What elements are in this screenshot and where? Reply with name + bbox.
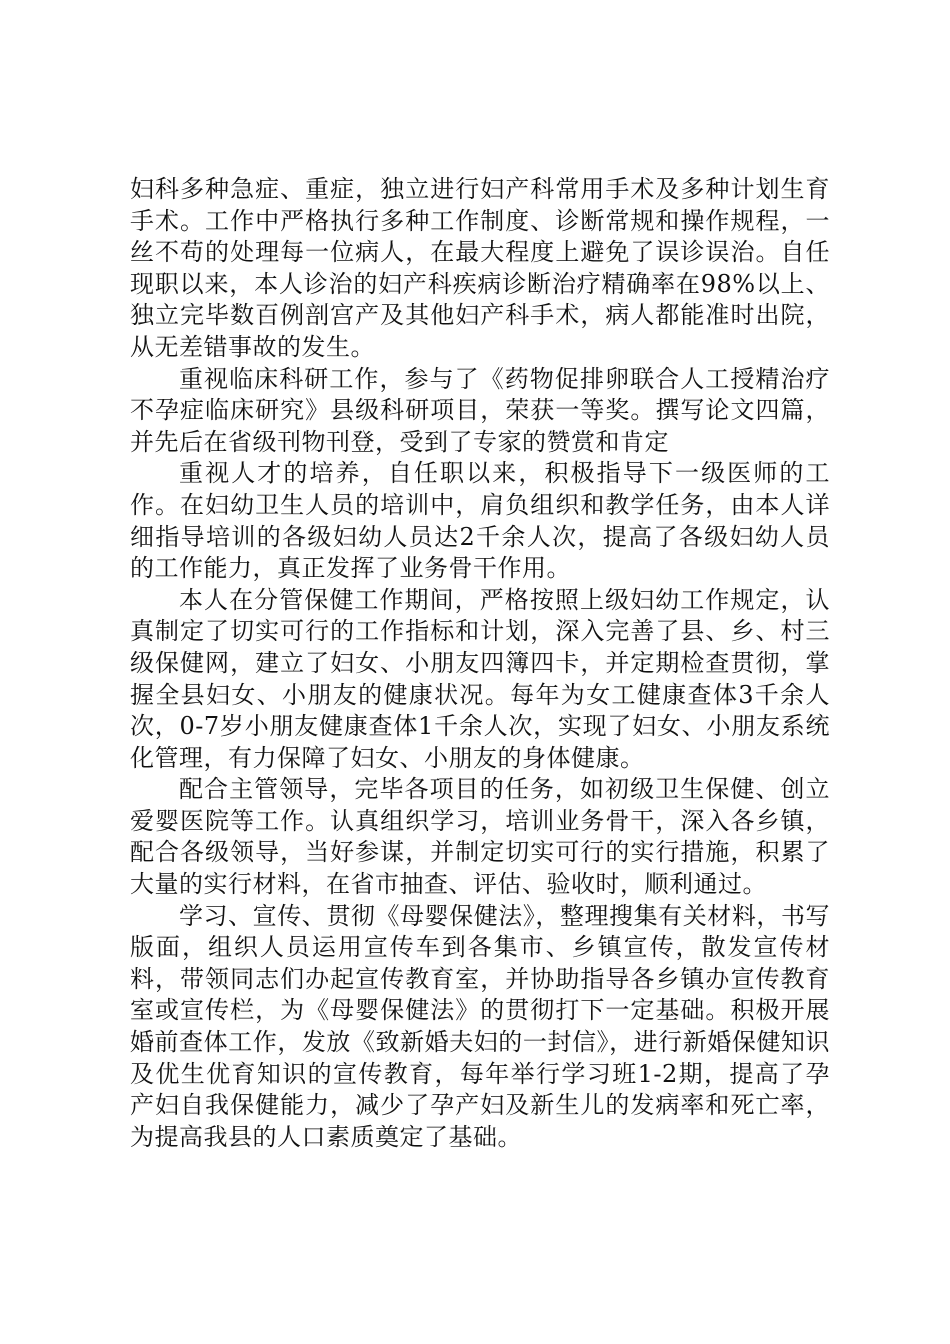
document-body	[130, 174, 830, 1153]
paragraph-2: 重视临床科研工作，参与了《药物促排卵联合人工授精治疗不孕症临床研究》县级科研项目，荣获一等奖。撰写论文四篇，并先后在省级刊物刊登，受到了专家的赞赏和肯定	[130, 364, 830, 456]
paragraph-6: 学习、宣传、贯彻《母婴保健法》，整理搜集有关材料，书写版面，组织人员运用宣传车到各集市、乡镇宣传，散发宣传材料，带领同志们办起宣传教育室，并协助指导各乡镇办宣传教育室或宣传栏，为《母婴保健法》的贯彻打下一定基础。积极开展婚前查体工作，发放《致新婚夫妇的一封信》，进行新婚保健知识及优生优育知识的宣传教育，每年举行学习班1-2期，提高了孕产妇自我保健能力，减少了孕产妇及新生儿的发病率和死亡率，为提高我县的人口素质奠定了基础。	[130, 901, 830, 1151]
paragraph-3: 重视人才的培养，自任职以来，积极指导下一级医师的工作。在妇幼卫生人员的培训中，肩负组织和教学任务，由本人详细指导培训的各级妇幼人员达2千余人次，提高了各级妇幼人员的工作能力，真正发挥了业务骨干作用。	[130, 459, 830, 583]
paragraph-4: 本人在分管保健工作期间，严格按照上级妇幼工作规定，认真制定了切实可行的工作指标和计划，深入完善了县、乡、村三级保健网，建立了妇女、小朋友四簿四卡，并定期检查贯彻，掌握全县妇女、小朋友的健康状况。每年为女工健康查体3千余人次，0-7岁小朋友健康查体1千余人次，实现了妇女、小朋友系统化管理，有力保障了妇女、小朋友的身体健康。	[130, 585, 830, 772]
paragraph-1: 妇科多种急症、重症，独立进行妇产科常用手术及多种计划生育手术。工作中严格执行多种工作制度、诊断常规和操作规程，一丝不苟的处理每一位病人，在最大程度上避免了误诊误治。自任现职以来，本人诊治的妇产科疾病诊断治疗精确率在98%以上、独立完毕数百例剖宫产及其他妇产科手术，病人都能准时出院，从无差错事故的发生。	[130, 175, 830, 361]
paragraph-5: 配合主管领导，完毕各项目的任务，如初级卫生保健、创立爱婴医院等工作。认真组织学习，培训业务骨干，深入各乡镇，配合各级领导，当好参谋，并制定切实可行的实行措施，积累了大量的实行材料，在省市抽查、评估、验收时，顺利通过。	[130, 775, 830, 899]
